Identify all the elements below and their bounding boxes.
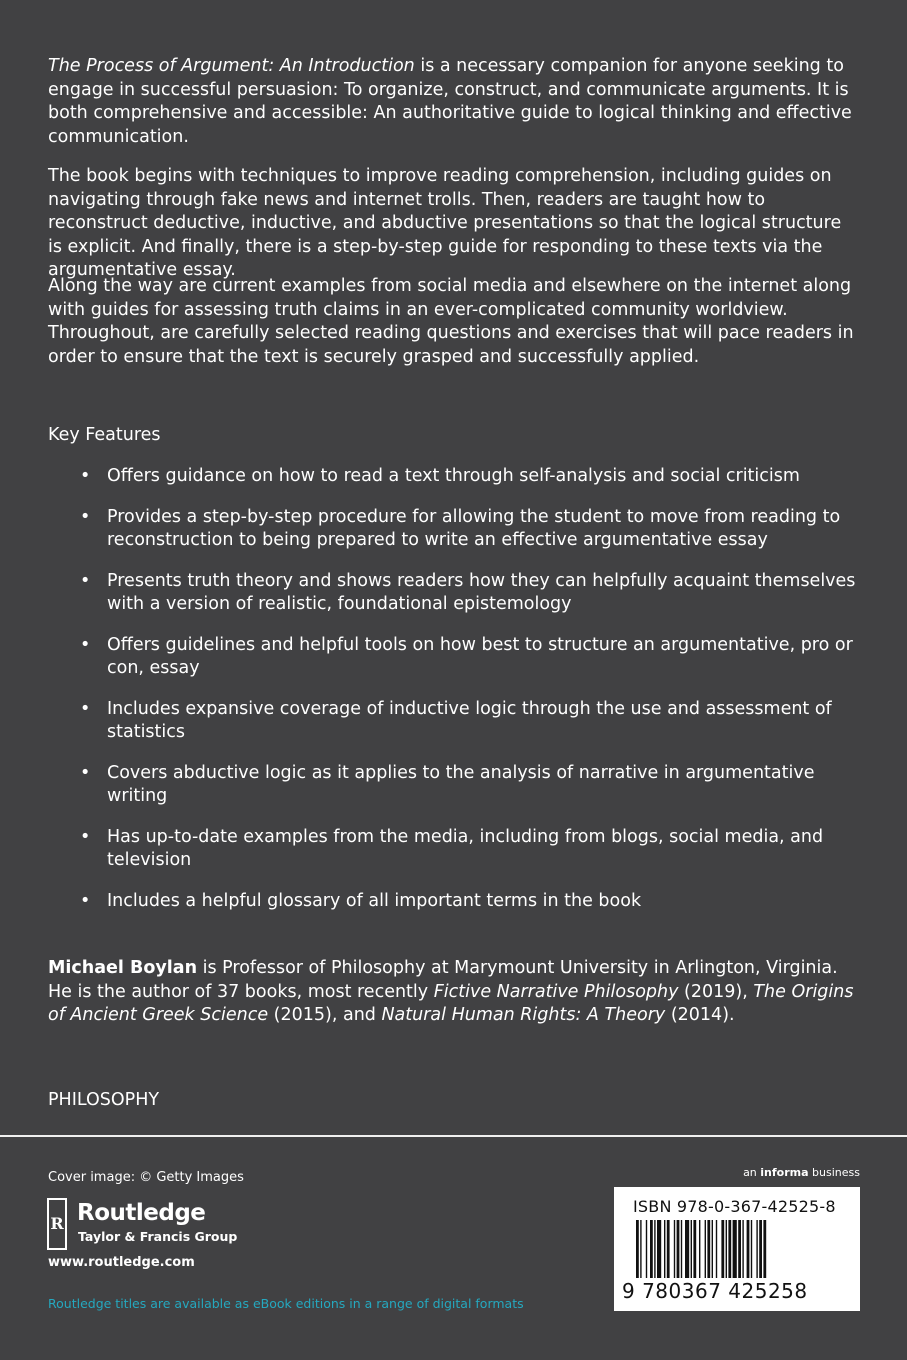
feature-text: Offers guidelines and helpful tools on how best to structure an argumentative, pro or con, essay <box>107 635 853 678</box>
bullet-icon: • <box>80 827 91 847</box>
publisher-website[interactable]: www.routledge.com <box>48 1255 195 1270</box>
author-text: (2014). <box>665 1005 735 1025</box>
bullet-icon: • <box>80 699 91 719</box>
book-title: Fictive Narrative Philosophy <box>433 981 679 1002</box>
author-text: (2019), <box>678 981 754 1002</box>
bullet-icon: • <box>80 466 91 486</box>
author-name: Michael Boylan <box>48 958 198 978</box>
feature-item <box>48 826 860 872</box>
feature-item <box>48 634 860 680</box>
feature-text: Includes a helpful glossary of all important terms in the book <box>107 891 642 911</box>
feature-item <box>48 570 860 616</box>
informa-text: business <box>808 1166 860 1179</box>
feature-item <box>48 506 860 552</box>
publisher-group: Taylor & Francis Group <box>78 1229 238 1244</box>
book-title: The Origins of Ancient Greek Science <box>48 981 854 1025</box>
cover-credit: Cover image: © Getty Images <box>48 1170 244 1185</box>
key-features-heading: Key Features <box>48 425 161 445</box>
bullet-icon: • <box>80 571 91 591</box>
publisher-logo <box>47 1198 247 1250</box>
bullet-icon: • <box>80 891 91 911</box>
bullet-icon: • <box>80 507 91 527</box>
author-bio <box>48 957 860 1028</box>
barcode-panel <box>614 1187 860 1311</box>
informa-brand: informa <box>760 1166 809 1179</box>
description-text: is a necessary companion for anyone seeking to engage in successful persuasion: To organize, construct, and communicate arguments. It is both comprehensive and accessible: An authoritative guide to logical thinking and effective communication. <box>48 56 852 147</box>
feature-text: Includes expansive coverage of inductive logic through the use and assessment of statistics <box>107 699 832 742</box>
bullet-icon: • <box>80 635 91 655</box>
bullet-icon: • <box>80 763 91 783</box>
subject-category: PHILOSOPHY <box>48 1090 160 1110</box>
feature-item <box>48 465 860 488</box>
barcode-digits: 9 780367 425258 <box>622 1279 808 1303</box>
feature-text: Provides a step-by-step procedure for allowing the student to move from reading to reconstruction to being prepared to write an effective argumentative essay <box>107 507 841 550</box>
feature-text: Covers abductive logic as it applies to the analysis of narrative in argumentative writing <box>107 763 815 806</box>
book-title: The Process of Argument: An Introduction <box>48 56 415 76</box>
author-text: is Professor of Philosophy at Marymount University in Arlington, Virginia. He is the author of 37 books, most recently <box>48 958 838 1002</box>
feature-item <box>48 762 860 808</box>
description-paragraph-2: The book begins with techniques to improve reading comprehension, including guides on navigating through fake news and internet trolls. Then, readers are taught how to reconstruct deductive, inductive, and abductive presentations so that the logical structure is explicit. And finally, there is a step-by-step guide for responding to these texts via the argumentative essay. <box>48 166 842 280</box>
feature-text: Presents truth theory and shows readers how they can helpfully acquaint themselves with a version of realistic, foundational epistemology <box>107 571 856 614</box>
informa-text: an <box>743 1166 761 1179</box>
routledge-logo-icon: R <box>47 1198 67 1250</box>
key-features-list <box>48 465 860 931</box>
publisher-name: Routledge <box>77 1200 206 1226</box>
feature-text: Has up-to-date examples from the media, including from blogs, social media, and television <box>107 827 824 870</box>
informa-tagline <box>743 1166 860 1179</box>
isbn-label: ISBN 978-0-367-42525-8 <box>633 1197 836 1216</box>
book-title: Natural Human Rights: A Theory <box>381 1005 666 1025</box>
divider <box>0 1135 907 1137</box>
description-paragraph-3: Along the way are current examples from social media and elsewhere on the internet along with guides for assessing truth claims in an ever-complicated community worldview. Throughout, are carefully selected reading questions and exercises that will pace readers in order to ensure that the text is securely grasped and successfully applied. <box>48 276 854 367</box>
description-paragraph-1 <box>48 55 860 149</box>
feature-item <box>48 890 860 913</box>
author-text: (2015), and <box>268 1005 382 1025</box>
feature-text: Offers guidance on how to read a text through self-analysis and social criticism <box>107 466 800 486</box>
ebook-note: Routledge titles are available as eBook editions in a range of digital formats <box>48 1296 524 1311</box>
feature-item <box>48 698 860 744</box>
